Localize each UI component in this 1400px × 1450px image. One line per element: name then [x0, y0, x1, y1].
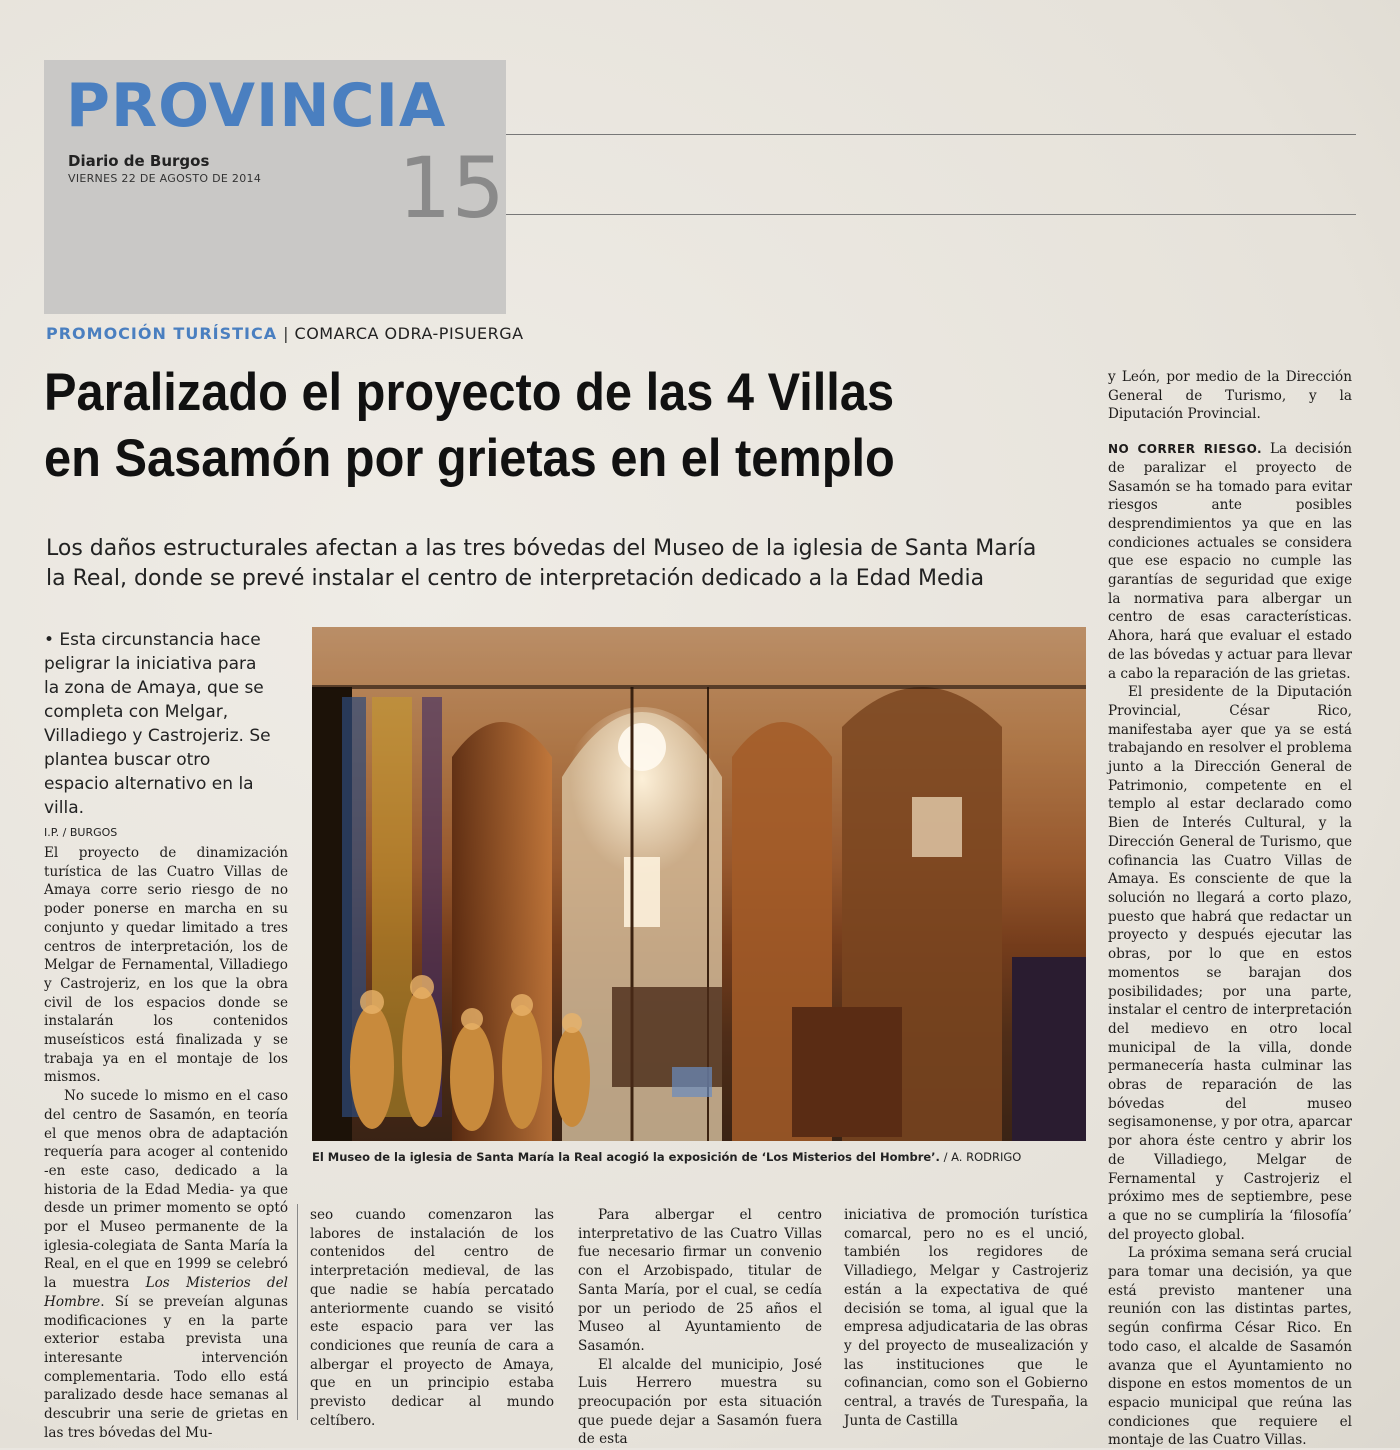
photo-credit: / A. RODRIGO: [943, 1150, 1022, 1164]
church-museum-photo: [312, 627, 1086, 1141]
col5-paragraph-2: NO CORRER RIESGO. La decisión de paralizar el proyecto de Sasamón se ha tomado para evitar riesgos ante posibles desprendimientos ya que en las condiciones actuales se considera que ese espacio no cumple las garantías de seguridad que exige la normativa para albergar un centro de esas características. Ahora, hará que evaluar el estado de las bóvedas y actuar para llevar a cabo la reparación de las grietas.: [1108, 441, 1353, 682]
column-4: [844, 1206, 1088, 1430]
summary-bullet: • Esta circunstancia hace peligrar la iniciativa para la zona de Amaya, que se completa con Melgar, Villadiego y Castrojeriz. Se plantea buscar otro espacio alternativo en la villa.: [44, 630, 271, 818]
newspaper-name: Diario de Burgos: [68, 152, 210, 170]
col1-paragraph-1: El proyecto de dinamización turística de las Cuatro Villas de Amaya corre serio riesgo de no poder ponerse en marcha en su conjunto y quedar limitado a tres centros de interpretación, los de Melgar de Fernamental, Villadiego y Castrojeriz, en los que la obra civil de los espacios donde se instalarán los contenidos museísticos está finalizada y se trabaja ya en el montaje de los mismos.: [44, 845, 288, 1086]
publication-date: VIERNES 22 DE AGOSTO DE 2014: [68, 172, 262, 185]
column-divider: [297, 1204, 298, 1420]
kicker-place: COMARCA ODRA-PISUERGA: [294, 324, 524, 343]
byline: I.P. / BURGOS: [44, 826, 118, 839]
col3-paragraph-1: Para albergar el centro interpretativo de las Cuatro Villas fue necesario firmar un convenio con el Arzobispado, titular de Santa María, por el cual, se cedía por un periodo de 25 años el Museo al Ayuntamiento de Sasamón.: [578, 1207, 822, 1354]
kicker-topic: PROMOCIÓN TURÍSTICA: [46, 324, 278, 343]
caption-text: El Museo de la iglesia de Santa María la Real acogió la exposición de ‘Los Misterios del Hombre’.: [312, 1150, 940, 1164]
header-rule-bottom: [506, 214, 1356, 215]
article-subhead: Los daños estructurales afectan a las tres bóvedas del Museo de la iglesia de Santa María la Real, donde se prevé instalar el centro de interpretación dedicado a la Edad Media: [46, 536, 1037, 591]
photo-caption: [312, 1150, 1092, 1164]
kicker-separator: |: [283, 324, 289, 343]
exhibition-title: Los Misterios del Hombre: [44, 1275, 288, 1310]
col5-paragraph-1: y León, por medio de la Dirección General de Turismo, y la Diputación Provincial.: [1108, 369, 1352, 423]
church-interior-illustration: [312, 627, 1086, 1141]
headline-line-2: en Sasamón por grietas en el templo: [44, 429, 895, 488]
col5-paragraph-4: La próxima semana será crucial para tomar una decisión, ya que está previsto mantener una reunión con las distintas partes, según confirma César Rico. En todo caso, el alcalde de Sasamón avanza que el Ayuntamiento no dispone en estos momentos de un espacio municipal que reúna las condiciones que requiere el montaje de las Cuatro Villas.: [1108, 1245, 1352, 1449]
column-3: [578, 1206, 822, 1449]
headline-line-1: Paralizado el proyecto de las 4 Villas: [44, 363, 895, 422]
col3-paragraph-2: El alcalde del municipio, José Luis Herrero muestra su preocupación por esta situación que puede dejar a Sasamón fuera de esta: [578, 1356, 822, 1448]
article-headline: [44, 360, 1014, 492]
subheading-no-correr-riesgo: NO CORRER RIESGO.: [1108, 442, 1263, 457]
col4-paragraph-1: iniciativa de promoción turística comarcal, pero no es el unció, también los regidores de Villadiego, Melgar y Castrojeriz están a la expectativa de qué decisión se toma, al igual que la empresa adjudicataria de las obras y del proyecto de musealización y las instituciones que le cofinancian, como son el Gobierno central, a través de Turespaña, la Junta de Castilla: [844, 1207, 1088, 1429]
col2-paragraph-1: seo cuando comenzaron las labores de instalación de los contenidos del centro de interpretación medieval, de las que nadie se había percatado anteriormente cuando se visitó este espacio para ver las condiciones que reunía de cara a albergar el proyecto de Amaya, que en un principio estaba previsto dedicar al mundo celtíbero.: [310, 1207, 554, 1429]
header-rule-top: [506, 134, 1356, 135]
column-1: [44, 844, 288, 1443]
column-2: [310, 1206, 554, 1430]
article-kicker: [46, 324, 524, 343]
page-number: 15: [398, 139, 505, 237]
column-5: [1108, 368, 1352, 1450]
col5-paragraph-3: El presidente de la Diputación Provincial, César Rico, manifestaba ayer que ya se está trabajando en resolver el problema junto a la Dirección General de Patrimonio, competente en el templo al estar declarado como Bien de Interés Cultural, y la Dirección General de Turismo, que cofinancia las Cuatro Villas de Amaya. Es consciente de que la solución no llegará a corto plazo, puesto que habrá que redactar un proyecto y después ejecutar las obras, por lo que en estos momentos se barajan dos posibilidades; por una parte, instalar el centro de interpretación del medievo en otro local municipal de la villa, donde permanecería hasta culminar las obras de reparación de las bóvedas del museo segisamonense, y por otra, aparcar por ahora éste centro y abrir los de Villadiego, Melgar de Fernamental y Castrojeriz el próximo mes de septiembre, pese a que no se cumpliría la ‘filosofía’ del proyecto global.: [1108, 684, 1352, 1243]
section-title: PROVINCIA: [66, 71, 447, 141]
col1-paragraph-2: No sucede lo mismo en el caso del centro de Sasamón, en teoría el que menos obra de adaptación requería para acoger al contenido -en este caso, dedicado a la historia de la Edad Media- ya que desde un primer momento se optó por el Museo permanente de la iglesia-colegiata de Santa María la Real, en el que en 1999 se celebró la muestra Los Misterios del Hombre. Sí se preveían algunas modificaciones y en la parte exterior estaba prevista una interesante intervención complementaria. Todo ello está paralizado desde hace semanas al descubrir una serie de grietas en las tres bóvedas del Mu-: [44, 1088, 288, 1441]
